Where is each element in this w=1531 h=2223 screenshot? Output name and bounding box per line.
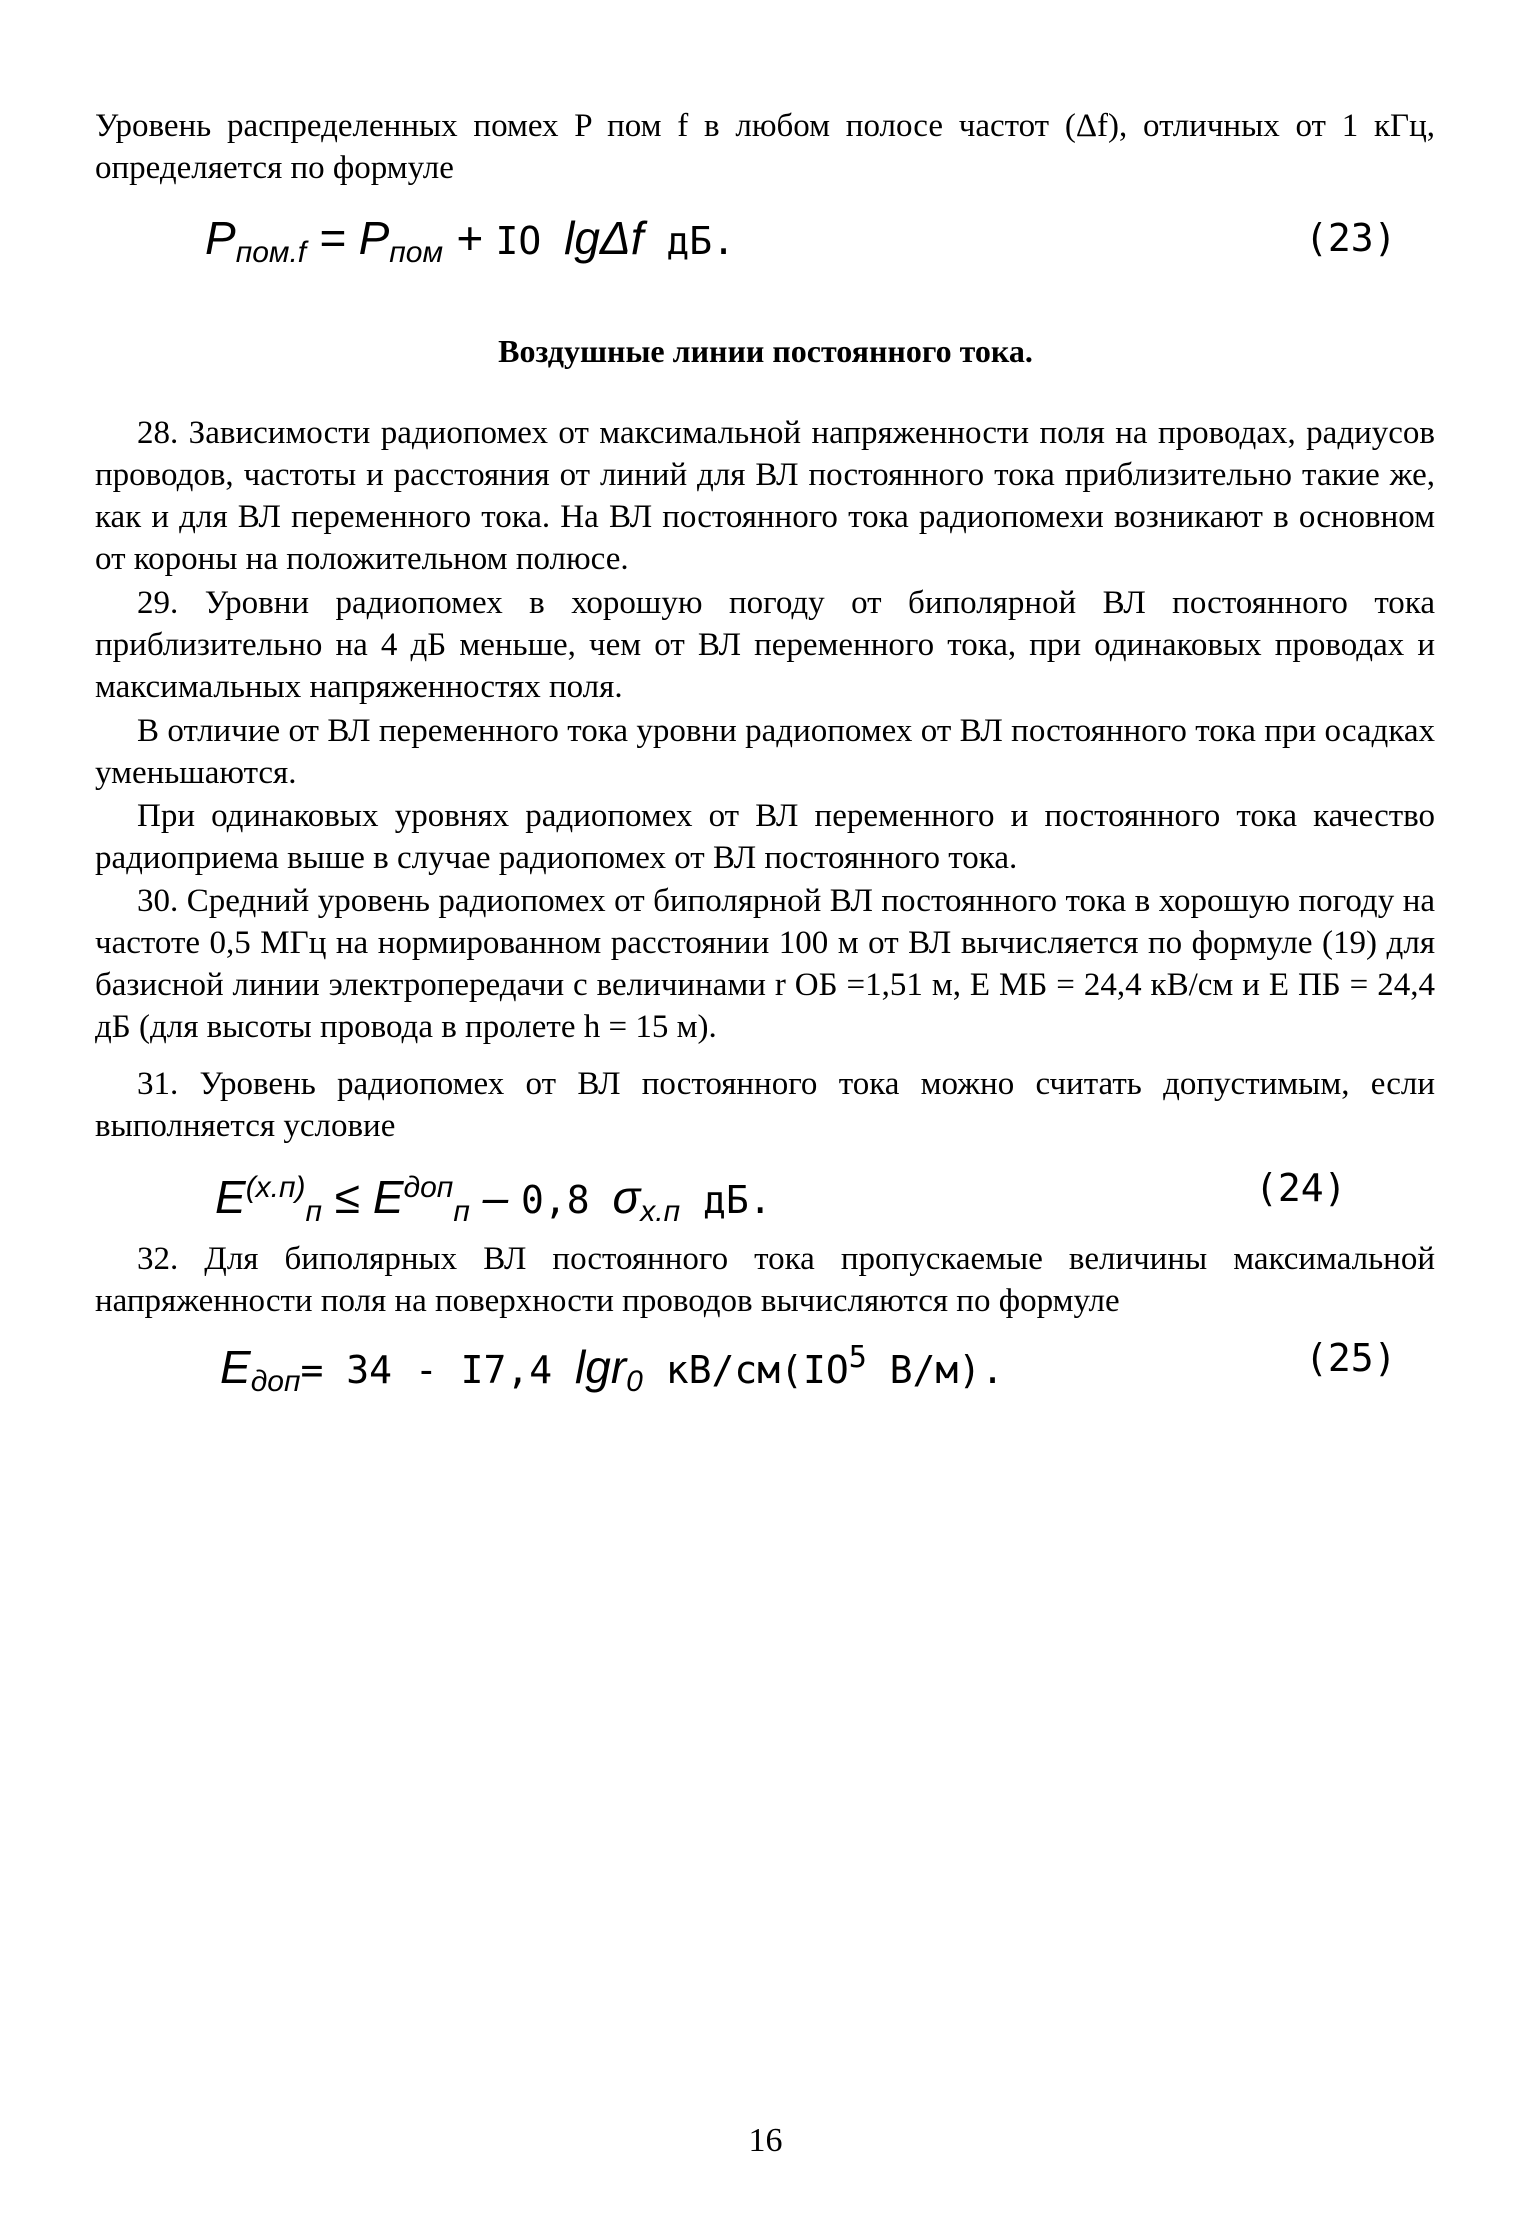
formula-24-lhs-sup: (х.п) (245, 1171, 306, 1204)
formula-25 (0, 1330, 1531, 1398)
section-heading: Воздушные линии постоянного тока. (498, 333, 1033, 369)
formula-25-lhs: E (220, 1341, 251, 1393)
paragraph-29: 29. Уровни радиопомех в хорошую погоду от биполярной ВЛ постоянного тока приблизительно на 4 дБ меньше, чем от ВЛ переменного тока, при одинаковых проводах и максимальных напряженностях поля. (95, 585, 1435, 705)
formula-24-rhs-sub: п (453, 1195, 470, 1228)
formula-23-plus: + (443, 212, 496, 264)
formula-25-log-sub: 0 (626, 1365, 643, 1398)
formula-23-number: (23) (1305, 216, 1397, 260)
formula-23-coefficient: IO (495, 219, 565, 263)
formula-25-terms: 34 - I7,4 (346, 1348, 576, 1392)
formula-23-lhs: P (205, 212, 236, 264)
paragraph-29-comparison: При одинаковых уровнях радиопомех от ВЛ переменного и постоянного тока качество радиоприема выше в случае радиопомех от ВЛ постоянного тока. (95, 798, 1435, 876)
page-number: 16 (748, 2122, 783, 2159)
formula-24-coefficient: 0,8 (520, 1178, 613, 1222)
formula-24 (0, 1160, 1531, 1228)
formula-23-unit: дБ. (643, 219, 736, 263)
formula-24-relation: ≤ (322, 1171, 373, 1223)
formula-24-body (215, 1160, 772, 1240)
formula-24-rhs-sup: доп (403, 1171, 454, 1204)
formula-24-rhs: E (372, 1171, 404, 1223)
formula-24-sigma-sub: х.п (640, 1195, 681, 1228)
paragraph-32: 32. Для биполярных ВЛ постоянного тока пропускаемые величины максимальной напряженности поля на поверхности проводов вычисляются по формуле (95, 1241, 1435, 1319)
formula-25-equals: = (300, 1348, 347, 1392)
paragraph-29-continuation: В отличие от ВЛ переменного тока уровни радиопомех от ВЛ постоянного тока при осадках уменьшаются. (95, 713, 1435, 791)
formula-25-body (220, 1330, 1004, 1410)
formula-24-lhs: E (215, 1171, 246, 1223)
formula-23-body (205, 210, 735, 281)
formula-24-minus: – (469, 1171, 521, 1223)
paragraph-31: 31. Уровень радиопомех от ВЛ постоянного тока можно считать допустимым, если выполняется условие (95, 1066, 1435, 1144)
formula-23 (0, 210, 1531, 270)
paragraph-30: 30. Средний уровень радиопомех от биполярной ВЛ постоянного тока в хорошую погоду на частоте 0,5 МГц на нормированном расстоянии 100 м от ВЛ вычисляется по формуле (19) для базисной линии электропередачи с величинами r ОБ =1,51 м, E МБ = 24,4 кВ/см и E ПБ = 24,4 дБ (для высоты провода в пролете h = 15 м). (95, 883, 1435, 1045)
formula-23-lhs-sub: пом.f (235, 236, 307, 269)
formula-23-rhs-sub: пом (389, 236, 444, 269)
formula-24-number: (24) (1255, 1166, 1347, 1210)
formula-23-equals: = (306, 212, 359, 264)
formula-25-log: lgr (575, 1341, 627, 1393)
paragraph-intro: Уровень распределенных помех P пом f в любом полосе частот (Δf), отличных от 1 кГц, определяется по формуле (95, 108, 1435, 186)
formula-25-unit: кВ/см(IO (642, 1348, 849, 1392)
formula-25-lhs-sub: доп (250, 1365, 301, 1398)
formula-25-number: (25) (1305, 1336, 1397, 1380)
formula-23-rhs: P (358, 212, 390, 264)
formula-24-unit: дБ. (680, 1178, 772, 1222)
formula-25-unit-end: В/м). (866, 1348, 1005, 1392)
formula-25-exponent: 5 (848, 1340, 867, 1375)
formula-24-sigma: σ (612, 1171, 641, 1223)
formula-23-log: lgΔf (564, 212, 644, 264)
paragraph-28: 28. Зависимости радиопомех от максимальной напряженности поля на проводах, радиусов проводов, частоты и расстояния от линий для ВЛ постоянного тока приблизительно такие же, как и для ВЛ переменного тока. На ВЛ постоянного тока радиопомехи возникают в основном от короны на положительном полюсе. (95, 415, 1435, 577)
formula-24-lhs-sub: п (305, 1195, 323, 1228)
